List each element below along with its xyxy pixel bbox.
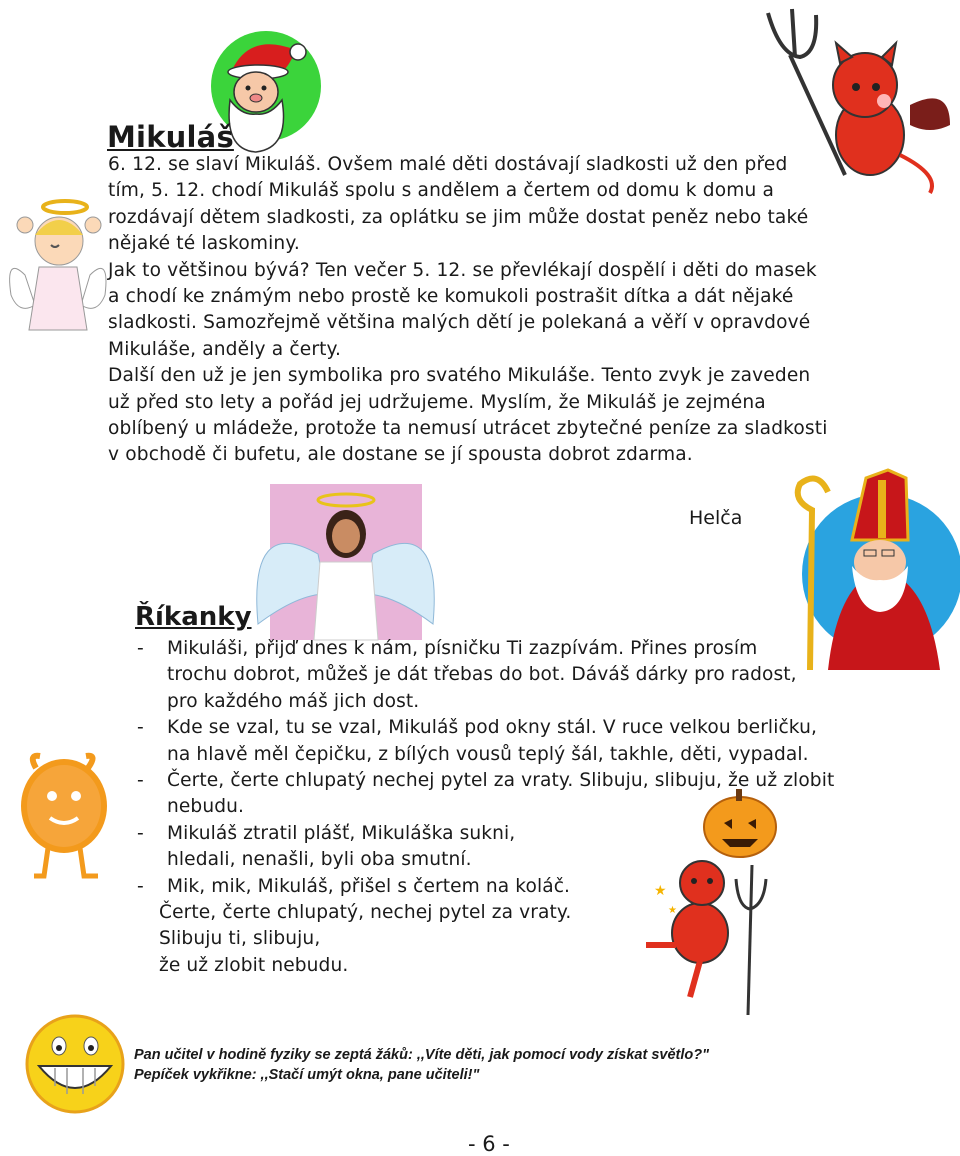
intro-line: v obchodě či bufetu, ale dostane se jí spousta dobrot zdarma. [108,444,693,466]
rhyme-line: Slibuju ti, slibuju, [159,928,321,950]
rhyme-line: na hlavě měl čepičku, z bílých vousů teplý šál, takhle, děti, vypadal. [167,743,809,765]
rhyme-line: Mikuláši, přijď dnes k nám, písničku Ti zazpívám. Přines prosím [167,638,758,659]
svg-text:★: ★ [668,905,677,916]
rhymes-list [137,636,834,979]
rhyme-line: Mik, mik, Mikuláš, přišel s čertem na koláč. [167,875,571,897]
page-number: - 6 - [468,1132,510,1156]
list-dash: - [137,770,144,792]
rhyme-line: nebudu. [167,796,245,818]
author-signature: Helča [689,507,743,529]
smiley-illustration [25,1014,125,1114]
page-title: Mikuláš [107,120,234,154]
intro-paragraph [108,152,828,469]
svg-text:★: ★ [654,883,667,899]
intro-line: oblíbený u mládeže, protože ta nemusí utrácet zbytečné peníze za sladkosti [108,418,828,440]
intro-line: tím, 5. 12. chodí Mikuláš spolu s andělem a čertem od domu k domu a [108,180,775,202]
rhyme-line: Mikuláš ztratil plášť, Mikuláška sukni, [167,822,516,844]
intro-line: už před sto lety a pořád jej udržujeme. Myslím, že Mikuláš je zejména [108,391,766,413]
list-dash: - [137,638,144,659]
intro-line: sladkosti. Samozřejmě většina malých dětí je polekaná a věří v opravdové [108,312,811,334]
intro-line: rozdávají dětem sladkosti, za oplátku se jim může dostat peněz nebo také [108,206,809,228]
cherub-angel-illustration [5,195,110,345]
rhyme-line: pro každého máš jich dost. [167,690,420,712]
joke-line: Pepíček vykřikne: ,,Stačí umýt okna, pane učiteli!" [134,1067,480,1083]
rhyme-line: Čerte, čerte chlupatý nechej pytel za vraty. Slibuju, slibuju, že už zlobit [167,770,835,792]
intro-line: Mikuláše, anděly a čerty. [108,338,342,360]
intro-line: a chodí ke známým nebo prostě ke komukoli postrašit dítka a dát nějaké [108,286,794,308]
rhyme-line: Čerte, čerte chlupatý, nechej pytel za vraty. [159,902,572,924]
rhyme-item [137,768,834,821]
rhyme-line: Kde se vzal, tu se vzal, Mikuláš pod okny stál. V ruce velkou berličku, [167,717,817,739]
rhyme-item [137,874,834,900]
rhyme-line: že už zlobit nebudu. [159,954,349,976]
intro-line: Další den už je jen symbolika pro svatého Mikuláše. Tento zvyk je zaveden [108,365,811,387]
intro-line: nějaké té laskominy. [108,233,300,255]
list-dash: - [137,717,144,739]
rhyme-line: hledali, nenašli, byli oba smutní. [167,849,472,871]
rhyme-line: trochu dobrot, můžeš je dát třebas do bot. Dáváš dárky pro radost, [167,664,797,686]
angel-illustration [248,484,443,640]
rhyme-item [137,715,834,768]
joke [134,1045,709,1085]
rhyme-item [137,821,834,874]
rhymes-title: Říkanky [135,602,252,632]
joke-line: Pan učitel v hodině fyziky se zeptá žáků: ,,Víte děti, jak pomocí vody získat světlo?" [134,1047,709,1063]
intro-line: Jak to většinou bývá? Ten večer 5. 12. se převlékají dospělí i děti do masek [108,259,817,281]
orange-devil-illustration [18,752,110,882]
rhyme-item [137,636,834,715]
list-dash: - [137,875,144,897]
list-dash: - [137,822,144,844]
intro-line: 6. 12. se slaví Mikuláš. Ovšem malé děti dostávají sladkosti už den před [108,154,788,175]
